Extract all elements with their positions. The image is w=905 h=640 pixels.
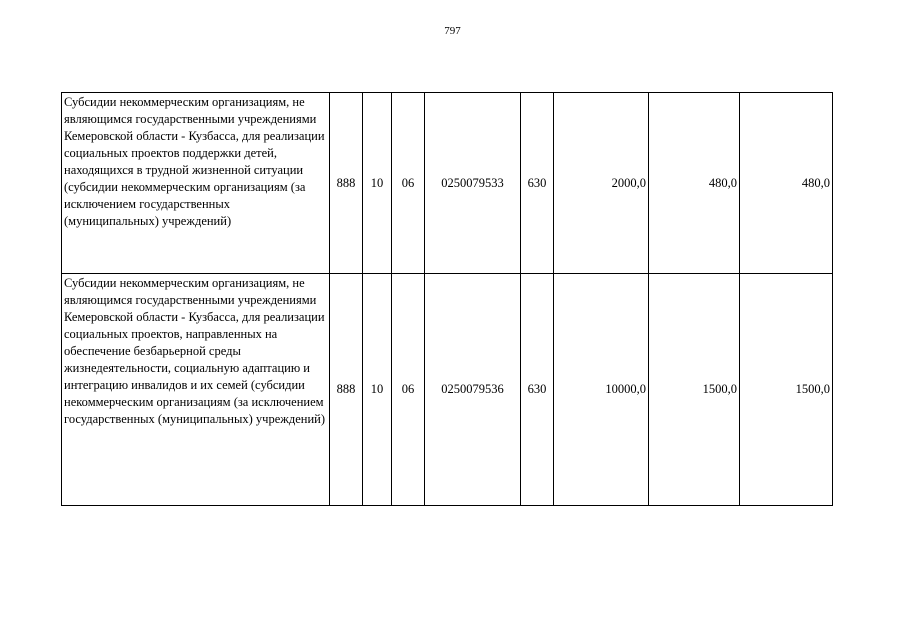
expense-type-code: 630 <box>521 93 554 274</box>
table-row <box>62 93 833 274</box>
ministry-code: 888 <box>330 93 363 274</box>
budget-table <box>61 92 833 506</box>
row-description: Субсидии некоммерческим организациям, не являющимся государственными учреждениями Кемеровской области - Кузбасса, для реализации социальных проектов, направленных на обеспечение безбарьерной среды жизнедеятельности, социальную адаптацию и интеграцию инвалидов и их семей (субсидии некоммерческим организациям (за исключением государственных (муниципальных) учреждений) <box>62 274 330 506</box>
section-code: 10 <box>363 93 392 274</box>
target-article-code: 0250079533 <box>425 93 521 274</box>
subsection-code: 06 <box>392 274 425 506</box>
amount-2: 480,0 <box>649 93 740 274</box>
amount-1: 2000,0 <box>554 93 649 274</box>
row-description: Субсидии некоммерческим организациям, не являющимся государственными учреждениями Кемеровской области - Кузбасса, для реализации социальных проектов поддержки детей, находящихся в трудной жизненной ситуации (субсидии некоммерческим организациям (за исключением государственных (муниципальных) учреждений) <box>62 93 330 274</box>
amount-3: 480,0 <box>740 93 833 274</box>
section-code: 10 <box>363 274 392 506</box>
table-row <box>62 274 833 506</box>
page-number: 797 <box>444 25 461 37</box>
subsection-code: 06 <box>392 93 425 274</box>
amount-1: 10000,0 <box>554 274 649 506</box>
amount-3: 1500,0 <box>740 274 833 506</box>
amount-2: 1500,0 <box>649 274 740 506</box>
expense-type-code: 630 <box>521 274 554 506</box>
target-article-code: 0250079536 <box>425 274 521 506</box>
ministry-code: 888 <box>330 274 363 506</box>
